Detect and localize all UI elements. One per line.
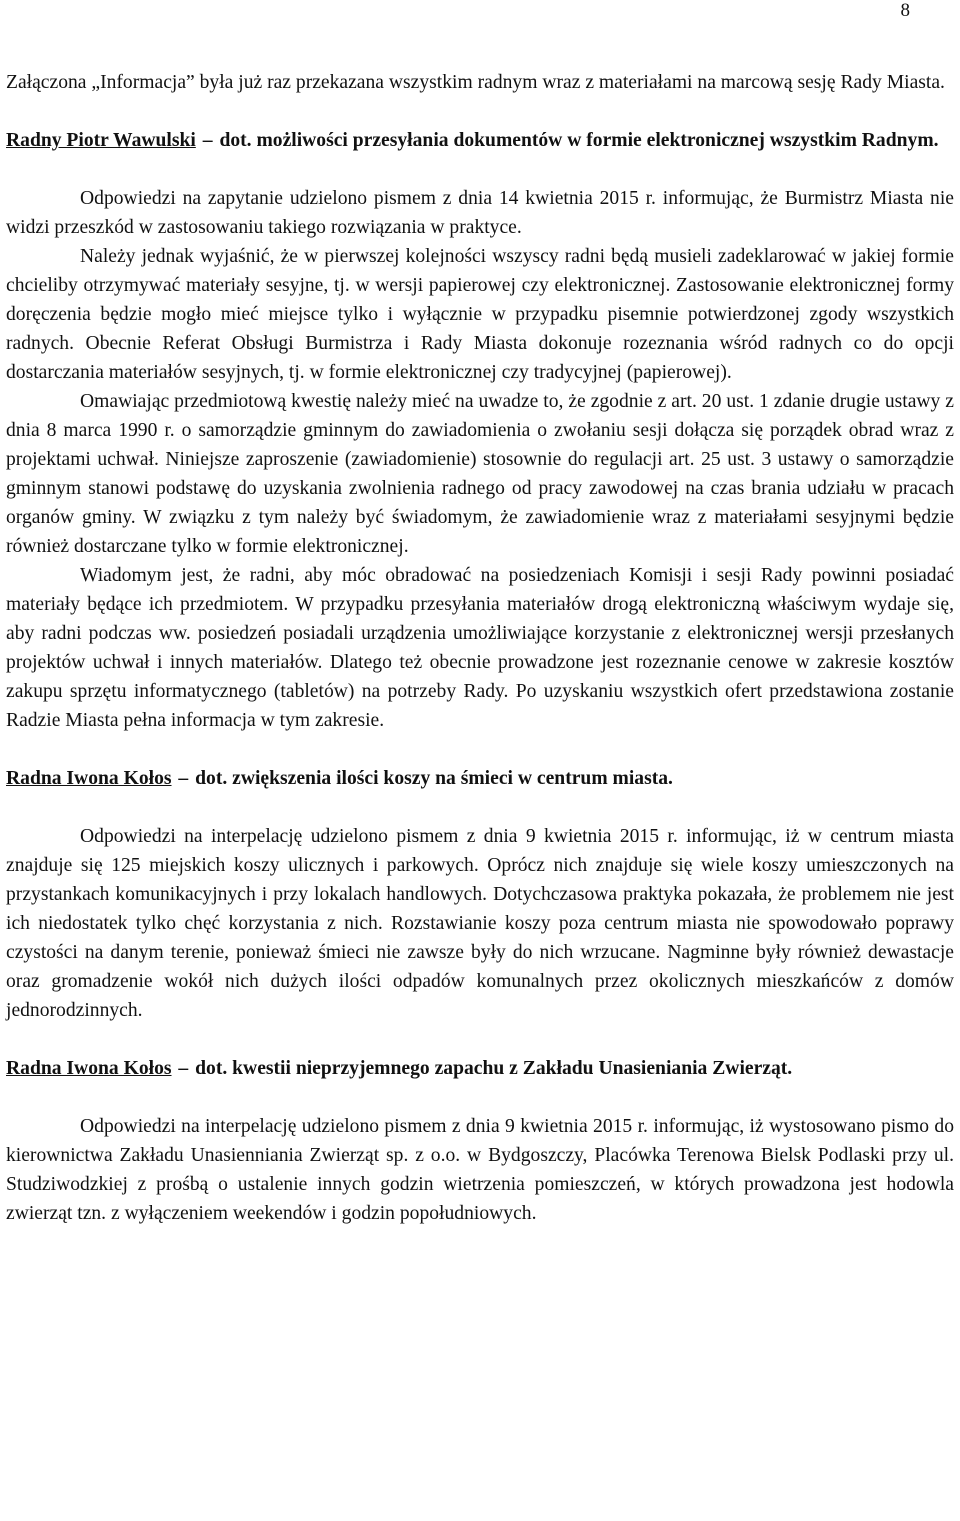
spacer [6,793,954,822]
document-body [6,68,954,1228]
heading-topic: dot. zwiększenia ilości koszy na śmieci w centrum miasta. [195,768,673,789]
body-paragraph: Odpowiedzi na interpelację udzielono pismem z dnia 9 kwietnia 2015 r. informując, iż w centrum miasta znajduje się 125 miejskich koszy ulicznych i parkowych. Oprócz nich znajduje się wiele koszy umieszczonych na przystankach komunikacyjnych i przy lokalach handlowych. Dotychczasowa praktyka pokazała, że problemem nie jest ich niedostatek tylko chęć korzystania z nich. Rozstawianie koszy poza centrum miasta nie spowodowało poprawy czystości na danym terenie, ponieważ śmieci nie zawsze były do nich wrzucane. Nagminne były również dewastacje oraz gromadzenie wokół nich dużych ilości odpadów komunalnych przez okolicznych mieszkańców z domów jednorodzinnych. [6,826,954,1021]
body-paragraph: Odpowiedzi na zapytanie udzielono pismem z dnia 14 kwietnia 2015 r. informując, że Burmistrz Miasta nie widzi przeszkód w zastosowaniu takiego rozwiązania w praktyce. [6,188,954,238]
section-heading-wawulski [6,126,954,155]
page-number: 8 [900,0,910,21]
body-paragraph: Odpowiedzi na interpelację udzielono pismem z dnia 9 kwietnia 2015 r. informując, iż wystosowano pismo do kierownictwa Zakładu Unasienniania Zwierząt sp. z o.o. w Bydgoszczy, Placówka Terenowa Bielsk Podlaski przy ul. Studziwodzkiej z prośbą o ustalenie innych godzin wietrzenia pomieszczeń, w których prowadzona jest hodowla zwierząt tzn. z wyłączeniem weekendów i godzin popołudniowych. [6,1116,954,1224]
councillor-name: Radny Piotr Wawulski [6,130,196,151]
heading-dash: – [202,130,213,151]
spacer [6,155,954,184]
heading-topic: dot. kwestii nieprzyjemnego zapachu z Zakładu Unasieniania Zwierząt. [195,1058,793,1079]
councillor-name: Radna Iwona Kołos [6,1058,172,1079]
spacer [6,97,954,126]
spacer [6,735,954,764]
body-paragraph: Wiadomym jest, że radni, aby móc obradować na posiedzeniach Komisji i sesji Rady powinni posiadać materiały będące ich przedmiotem. W przypadku przesyłania materiałów drogą elektroniczną właściwym wydaje się, aby radni podczas ww. posiedzeń posiadali urządzenia umożliwiające korzystanie z elektronicznej wersji przesłanych projektów uchwał i innych materiałów. Dlatego też obecnie prowadzone jest rozeznanie cenowe w zakresie kosztów zakupu sprzętu informatycznego (tabletów) na potrzeby Rady. Po uzyskaniu wszystkich ofert przedstawiona zostanie Radzie Miasta pełna informacja w tym zakresie. [6,565,954,731]
section-heading-kolos-bins [6,764,954,793]
heading-dash: – [178,768,189,789]
intro-paragraph: Załączona „Informacja” była już raz przekazana wszystkim radnym wraz z materiałami na marcową sesję Rady Miasta. [6,72,945,93]
heading-dash: – [178,1058,189,1079]
body-paragraph: Omawiając przedmiotową kwestię należy mieć na uwadze to, że zgodnie z art. 20 ust. 1 zdanie drugie ustawy z dnia 8 marca 1990 r. o samorządzie gminnym do zawiadomienia o zwołaniu sesji dołącza się porządek obrad wraz z projektami uchwał. Niniejsze zaproszenie (zawiadomienie) stosownie do regulacji art. 25 ust. 3 ustawy o samorządzie gminnym stanowi podstawę do uzyskania zwolnienia radnego od pracy zawodowej na czas brania udziału w pracach organów gminy. W związku z tym należy być świadomym, że zawiadomienie wraz z materiałami sesyjnymi będzie również dostarczane tylko w formie elektronicznej. [6,391,954,557]
heading-topic: dot. możliwości przesyłania dokumentów w formie elektronicznej wszystkim Radnym. [219,130,939,151]
body-paragraph: Należy jednak wyjaśnić, że w pierwszej kolejności wszyscy radni będą musieli zadeklarować w jakiej formie chcieliby otrzymywać materiały sesyjne, tj. w wersji papierowej czy elektronicznej. Zastosowanie elektronicznej formy doręczenia będzie mogło mieć miejsce tylko i wyłącznie w przypadku pisemnie potwierdzonej zgody wszystkich radnych. Obecnie Referat Obsługi Burmistrza i Rady Miasta dokonuje rozeznania wśród radnych co do opcji dostarczania materiałów sesyjnych, tj. w formie elektronicznej czy tradycyjnej (papierowej). [6,246,954,383]
spacer [6,1025,954,1054]
spacer [6,1083,954,1112]
councillor-name: Radna Iwona Kołos [6,768,172,789]
section-heading-kolos-odour [6,1054,954,1083]
